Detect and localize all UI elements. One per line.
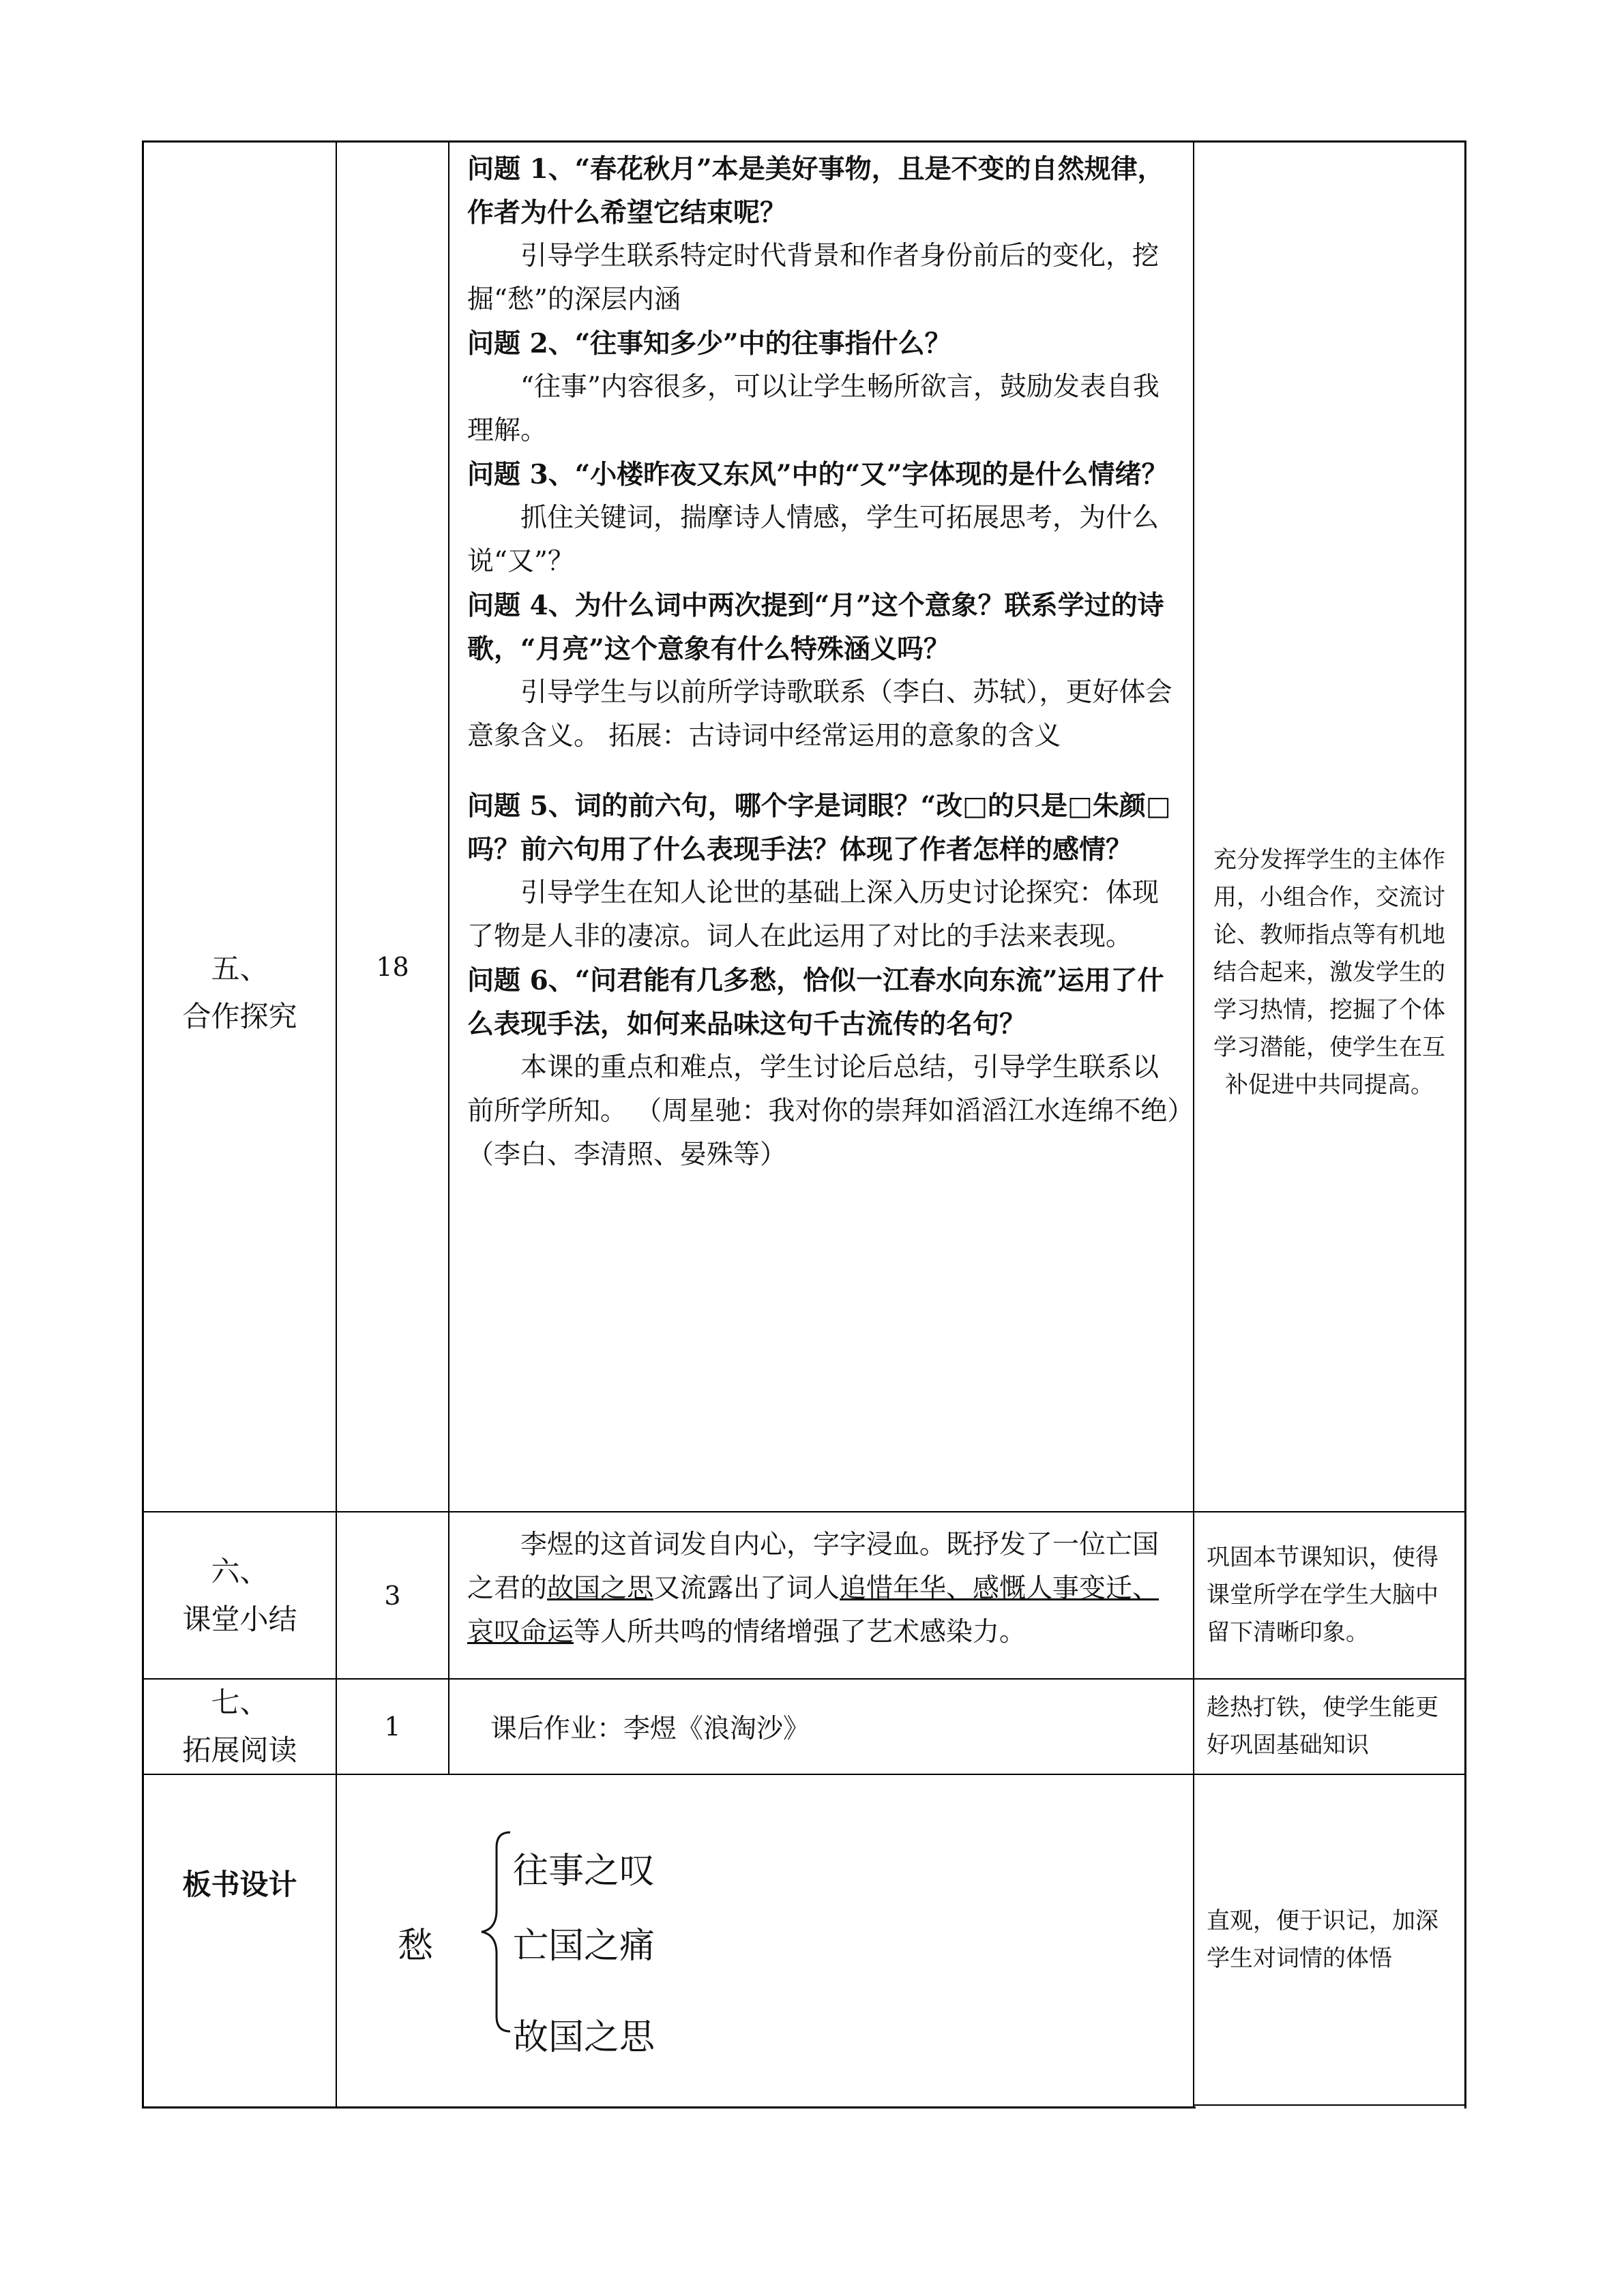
section-label-board-design (144, 1775, 336, 2106)
board-center-word: 愁 (398, 1926, 434, 1967)
question-6: 问题 6、“问君能有几多愁，恰似一江春水向东流”运用了什么表现手法，如何来品味这句千古流传的名句？ (467, 965, 1164, 1040)
guidance-2: “往事”内容很多，可以让学生畅所欲言，鼓励发表自我理解。 (467, 372, 1160, 446)
board-item: 往事之叹 (513, 1851, 655, 1892)
summary-underlined: 故国之思 (547, 1573, 654, 1604)
inquiry-content (449, 147, 1193, 1429)
guidance-4: 引导学生与以前所学诗歌联系（李白、苏轼），更好体会意象含义。 拓展：古诗词中经常运用的意象的含义 (467, 677, 1172, 751)
board-design-diagram (337, 1775, 1193, 2106)
table-border (1464, 140, 1466, 2108)
section-label-extended-reading (144, 1680, 336, 1774)
question-5: 问题 5、词的前六句，哪个字是词眼？“改□的只是□朱颜□吗？前六句用了什么表现手法？体现了作者怎样的感情？ (467, 790, 1171, 865)
summary-text: 等人所共鸣的情绪增强了艺术感染力。 (574, 1617, 1027, 1648)
summary-text: 李煜的这首词发自内心，字字浸血。既抒发了一位亡国之君的 (467, 1530, 1160, 1604)
table-border (142, 2106, 1196, 2108)
board-item: 亡国之痛 (513, 1926, 655, 1967)
question-1: 问题 1、“春花秋月”本是美好事物，且是不变的自然规律，作者为什么希望它结束呢？ (467, 153, 1164, 228)
guidance-5: 引导学生在知人论世的基础上深入历史讨论探究：体现了物是人非的凄凉。词人在此运用了对比的手法来表现。 (467, 878, 1160, 952)
section-name: 课堂小结 (182, 1602, 297, 1636)
design-intent-note: 直观，便于识记，加深学生对词情的体悟 (1207, 1907, 1438, 1972)
section-number: 七、 (211, 1686, 269, 1719)
lesson-plan-table (142, 140, 1466, 2108)
homework-text: 课后作业：李煜《浪淘沙》 (490, 1714, 810, 1744)
guidance-3: 抓住关键词，揣摩诗人情感，学生可拓展思考，为什么说“又”？ (467, 503, 1160, 577)
section-name: 板书设计 (182, 1868, 297, 1901)
question-2: 问题 2、“往事知多少”中的往事指什么？ (467, 328, 951, 359)
guidance-1: 引导学生联系特定时代背景和作者身份前后的变化，挖掘“愁”的深层内涵 (467, 241, 1160, 315)
table-border (1193, 2104, 1466, 2106)
summary-underlined: 追惜年华、感慨人事变迁、哀叹命运 (467, 1573, 1160, 1648)
minutes-value: 18 (376, 952, 409, 982)
section-name: 拓展阅读 (182, 1733, 297, 1767)
summary-content (449, 1523, 1193, 1673)
design-intent-note: 充分发挥学生的主体作用，小组合作，交流讨论、教师指点等有机地结合起来，激发学生的学习热情，挖掘了个体学习潜能，使学生在互补促进中共同提高。 (1213, 846, 1445, 1099)
section-name: 合作探究 (182, 1000, 297, 1033)
question-4: 问题 4、为什么词中两次提到“月”这个意象？联系学过的诗歌，“月亮”这个意象有什么特殊涵义吗？ (467, 590, 1164, 665)
table-border (142, 140, 1466, 143)
section-number: 六、 (211, 1554, 269, 1588)
board-item: 故国之思 (513, 2017, 655, 2058)
design-intent-note: 巩固本节课知识，使得课堂所学在学生大脑中留下清晰印象。 (1207, 1544, 1438, 1646)
minutes-value: 1 (384, 1712, 401, 1742)
homework-content (449, 1680, 1193, 1774)
section-label-class-summary (144, 1512, 336, 1678)
question-3: 问题 3、“小楼昨夜又东风”中的“又”字体现的是什么情绪？ (467, 459, 1168, 490)
summary-text: 又流露出了词人 (653, 1573, 840, 1604)
minutes-value: 3 (384, 1580, 401, 1611)
design-intent-note: 趁热打铁，使学生能更好巩固基础知识 (1207, 1694, 1438, 1759)
summary-paragraph (467, 1523, 1185, 1654)
section-label-cooperative-inquiry (144, 945, 336, 1041)
section-number: 五、 (211, 952, 269, 985)
guidance-6: 本课的重点和难点，学生讨论后总结，引导学生联系以前所学所知。 （周星驰：我对你的崇拜如滔滔江水连绵不绝）（李白、李清照、晏殊等） (467, 1052, 1181, 1170)
